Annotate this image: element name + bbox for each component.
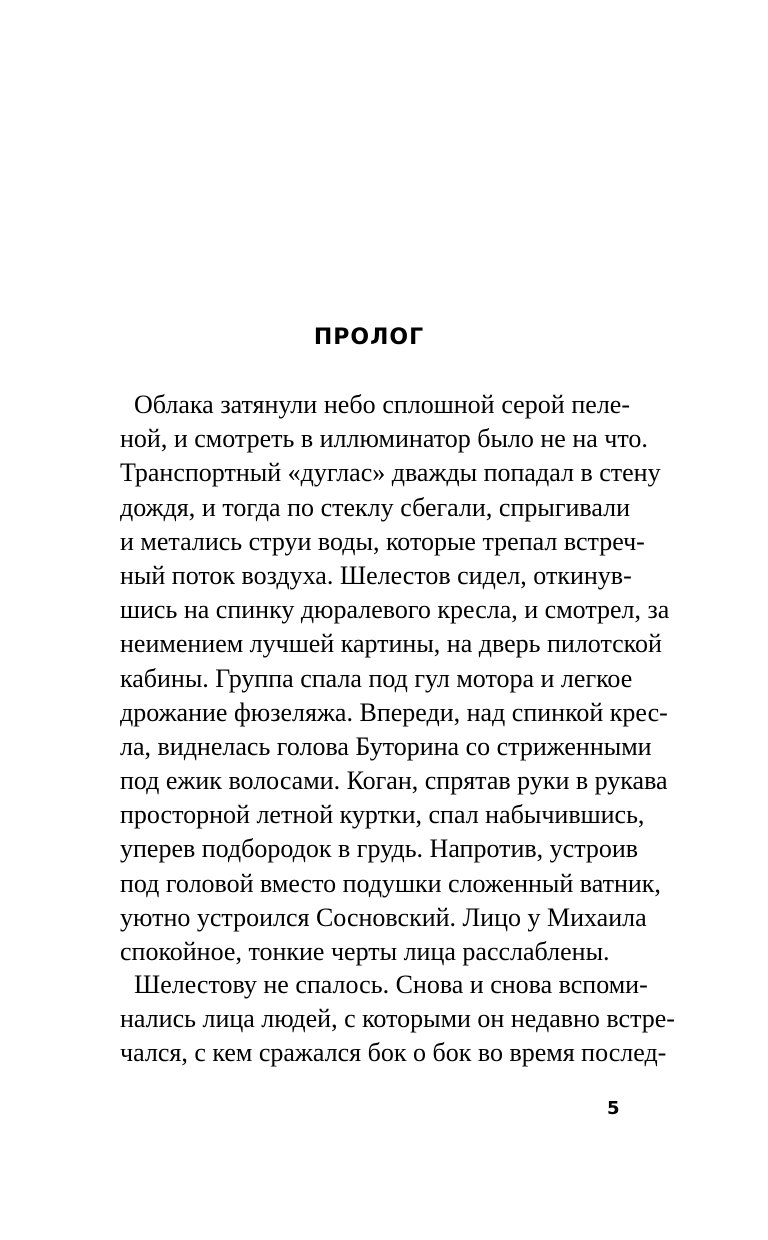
text-line: нались лица людей, с которыми он недавно встре- bbox=[120, 1004, 675, 1034]
text-line: дождя, и тогда по стеклу сбегали, спрыгивали bbox=[120, 492, 630, 522]
text-line: уютно устроился Сосновский. Лицо у Михаила bbox=[120, 902, 647, 932]
text-line: спокойное, тонкие черты лица расслаблены. bbox=[120, 937, 610, 966]
text-line: ный поток воздуха. Шелестов сидел, откинув- bbox=[120, 560, 632, 590]
text-line: дрожание фюзеляжа. Впереди, над спинкой крес- bbox=[120, 697, 668, 727]
text-line: шись на спинку дюралевого кресла, и смотрел, за bbox=[120, 595, 670, 625]
chapter-title: ПРОЛОГ bbox=[313, 325, 425, 350]
text-line: под головой вместо подушки сложенный ватник, bbox=[120, 868, 661, 898]
text-line: и метались струи воды, которые трепал встреч- bbox=[120, 526, 645, 556]
text-line: неимением лучшей картины, на дверь пилотской bbox=[120, 629, 662, 659]
text-line: просторной летной куртки, спал набычившись, bbox=[120, 800, 645, 830]
paragraph-2 bbox=[120, 968, 675, 1071]
paragraph-1 bbox=[120, 388, 670, 969]
text-line: уперев подбородок в грудь. Напротив, устроив bbox=[120, 834, 639, 864]
text-line: ной, и смотреть в иллюминатор было не на что. bbox=[120, 424, 648, 454]
text-line: Облака затянули небо сплошной серой пеле- bbox=[134, 390, 630, 419]
page-number: 5 bbox=[607, 1098, 620, 1119]
text-line: чался, с кем сражался бок о бок во время послед- bbox=[120, 1038, 667, 1068]
text-line: Транспортный «дуглас» дважды попадал в стену bbox=[120, 458, 661, 488]
text-line: кабины. Группа спала под гул мотора и легкое bbox=[120, 663, 633, 693]
text-line: под ежик волосами. Коган, спрятав руки в рукава bbox=[120, 766, 668, 796]
text-line: Шелестову не спалось. Снова и снова вспоми- bbox=[134, 970, 648, 999]
text-line: ла, виднелась голова Буторина со стриженными bbox=[120, 731, 652, 761]
